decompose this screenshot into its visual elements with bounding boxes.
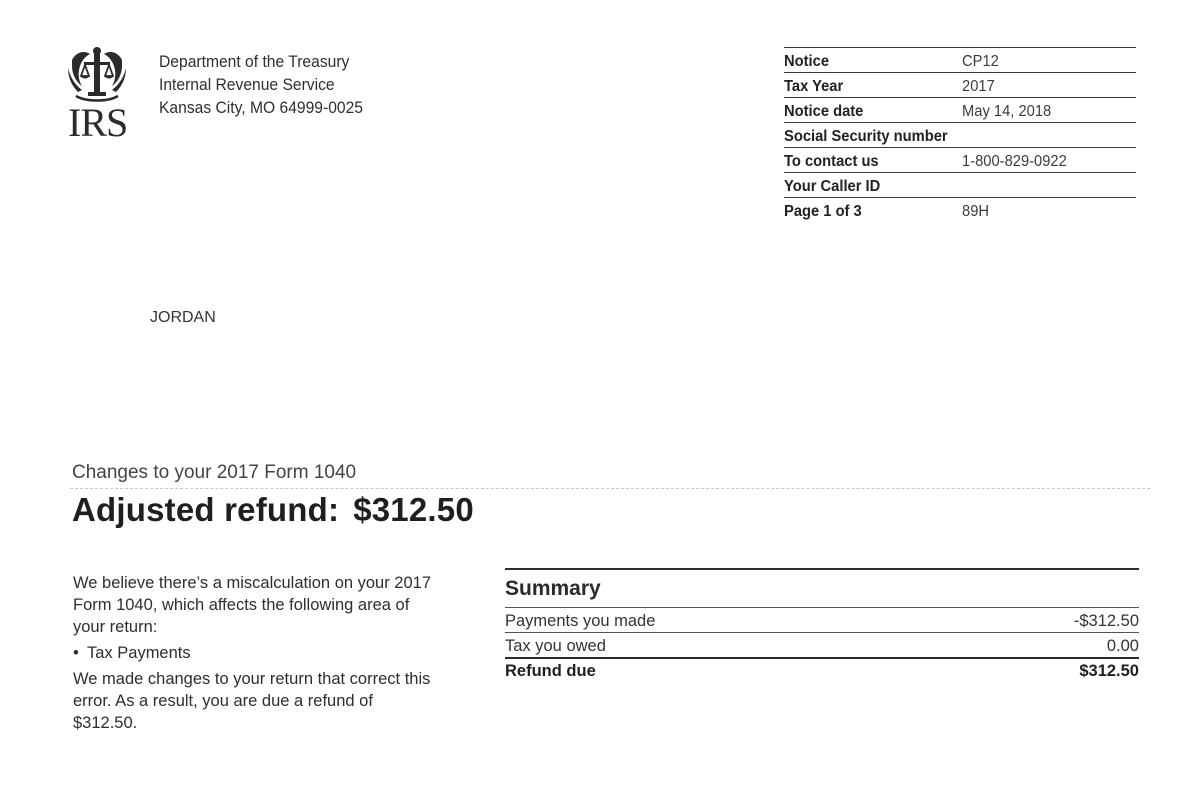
notice-value: CP12 — [962, 53, 999, 70]
summary-row — [505, 632, 1139, 657]
notice-label: Notice — [784, 53, 830, 70]
notice-value: 2017 — [962, 78, 995, 95]
bullet-icon: • — [73, 644, 79, 662]
agency-address — [159, 50, 381, 119]
headline-amount: $312.50 — [353, 491, 474, 528]
notice-value: May 14, 2018 — [962, 103, 1052, 120]
notice-row-tax-year — [784, 72, 1136, 97]
summary-total-row — [505, 657, 1139, 682]
notice-label: Your Caller ID — [784, 178, 881, 195]
notice-label: Tax Year — [784, 78, 844, 95]
headline-label: Adjusted refund: — [72, 491, 340, 528]
summary-row-label: Payments you made — [505, 612, 656, 630]
notice-value: 89H — [962, 203, 990, 220]
notice-row-notice — [784, 47, 1136, 72]
notice-label: Notice date — [784, 103, 864, 120]
notice-row-caller-id — [784, 172, 1136, 197]
notice-row-notice-date — [784, 97, 1136, 122]
notice-label: To contact us — [784, 153, 879, 170]
summary-total-label: Refund due — [505, 662, 596, 680]
summary-row-value: -$312.50 — [1073, 612, 1139, 630]
summary-row — [505, 607, 1139, 632]
explanation-text — [73, 572, 433, 734]
divider — [70, 488, 1150, 489]
notice-label: Page 1 of 3 — [784, 203, 862, 220]
irs-wordmark: IRS — [68, 100, 128, 145]
summary-row-value: 0.00 — [1106, 637, 1139, 655]
notice-row-contact — [784, 147, 1136, 172]
notice-value: 1-800-829-0922 — [962, 153, 1067, 170]
bullet-text: Tax Payments — [87, 644, 191, 662]
notice-subheading: Changes to your 2017 Form 1040 — [72, 462, 357, 483]
notice-label: Social Security number — [784, 128, 948, 145]
agency-line-3: Kansas City, MO 64999-0025 — [159, 98, 364, 117]
summary-row-label: Tax you owed — [505, 637, 606, 655]
notice-row-ssn — [784, 122, 1136, 147]
irs-eagle-seal-icon — [66, 46, 128, 102]
agency-line-2: Internal Revenue Service — [159, 75, 335, 94]
summary-total-value: $312.50 — [1079, 662, 1139, 680]
summary-table — [505, 568, 1139, 682]
irs-logo — [66, 46, 134, 144]
notice-row-page — [784, 197, 1136, 222]
agency-line-1: Department of the Treasury — [159, 52, 350, 71]
explanation-bullet — [73, 642, 433, 664]
notice-info-table — [784, 47, 1136, 222]
summary-title: Summary — [505, 577, 601, 600]
explanation-result: We made changes to your return that correct this error. As a result, you are due a refund of $312.50. — [73, 670, 431, 732]
recipient-name: JORDAN — [150, 309, 216, 326]
notice-headline — [72, 491, 474, 529]
explanation-intro: We believe there’s a miscalculation on your 2017 Form 1040, which affects the following area of your return: — [73, 574, 432, 636]
